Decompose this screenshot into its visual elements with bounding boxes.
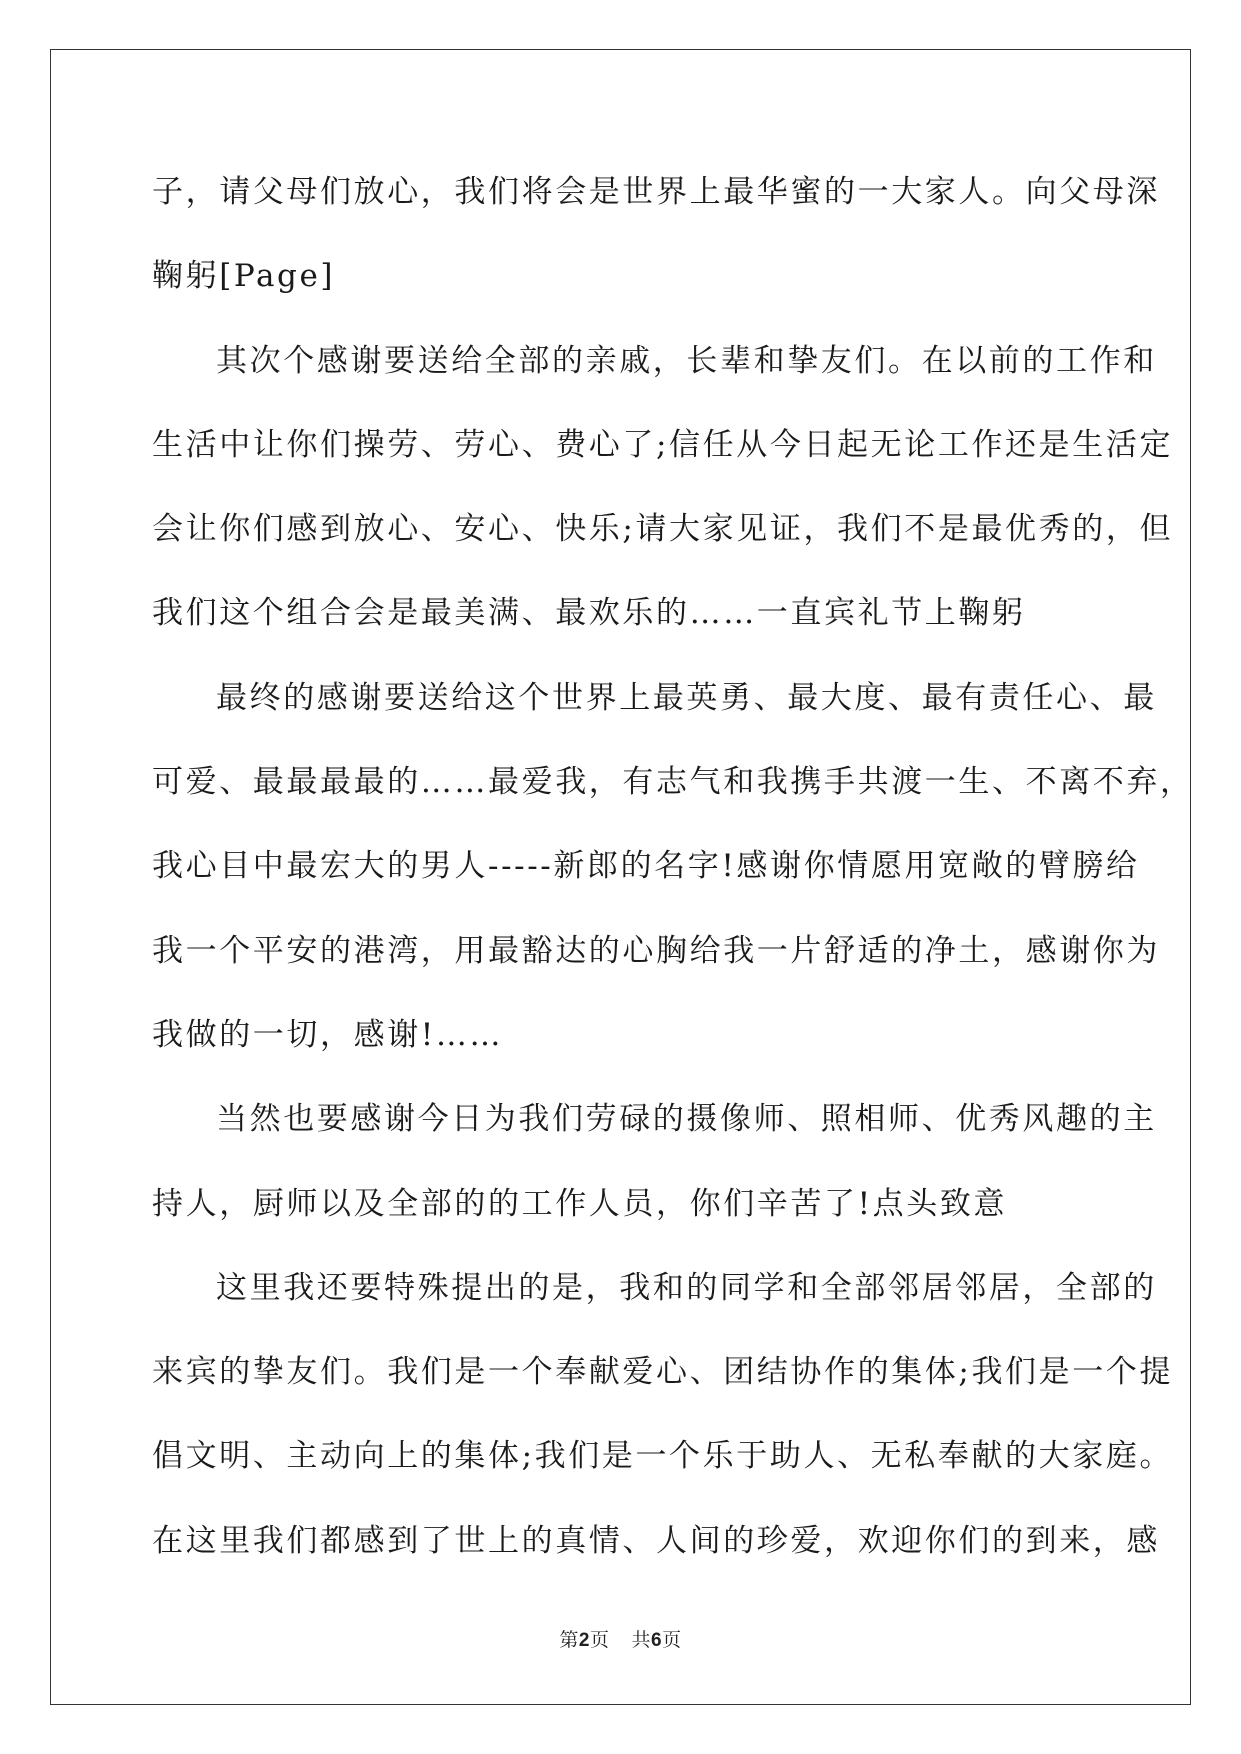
text-line: 当然也要感谢今日为我们劳碌的摄像师、照相师、优秀风趣的主: [216, 1101, 1157, 1138]
document-body: [152, 160, 1194, 1593]
total-pages: 6: [651, 1630, 663, 1651]
text-line: 我做的一切，感谢!……: [152, 1016, 504, 1053]
page-suffix: 页: [589, 1629, 610, 1651]
text-line: 子，请父母们放心，我们将会是世界上最华蜜的一大家人。向父母深: [152, 174, 1160, 210]
total-suffix: 页: [662, 1629, 682, 1651]
text-line: 来宾的挚友们。我们是一个奉献爱心、团结协作的集体;我们是一个提: [152, 1354, 1174, 1391]
page-prefix: 第: [559, 1629, 579, 1651]
text-line: 我心目中最宏大的男人-----新郎的名字!感谢你情愿用宽敞的臂膀给: [152, 848, 1140, 885]
text-line: 鞠躬[Page]: [152, 258, 336, 295]
text-line: 最终的感谢要送给这个世界上最英勇、最大度、最有责任心、最: [216, 679, 1157, 716]
total-prefix: 共: [631, 1629, 652, 1651]
text-line: 在这里我们都感到了世上的真情、人间的珍爱，欢迎你们的到来，感: [152, 1522, 1160, 1559]
text-line: 生活中让你们操劳、劳心、费心了;信任从今日起无论工作还是生活定: [152, 426, 1174, 463]
text-line: 可爱、最最最最的……最爱我，有志气和我携手共渡一生、不离不弃，: [152, 764, 1194, 801]
text-line: 这里我还要特殊提出的是，我和的同学和全部邻居邻居，全部的: [216, 1269, 1157, 1306]
text-line: 会让你们感到放心、安心、快乐;请大家见证，我们不是最优秀的，但: [152, 511, 1174, 548]
text-line: 其次个感谢要送给全部的亲戚，长辈和挚友们。在以前的工作和: [216, 342, 1157, 379]
text-line: 我们这个组合会是最美满、最欢乐的……一直宾礼节上鞠躬: [152, 595, 1026, 632]
text-line: 我一个平安的港湾，用最豁达的心胸给我一片舒适的净土，感谢你为: [152, 932, 1160, 969]
page-footer: [0, 1625, 1241, 1652]
text-line: 倡文明、主动向上的集体;我们是一个乐于助人、无私奉献的大家庭。: [152, 1438, 1174, 1475]
page-number: 2: [578, 1630, 590, 1651]
text-line: 持人，厨师以及全部的的工作人员，你们辛苦了!点头致意: [152, 1185, 1008, 1222]
